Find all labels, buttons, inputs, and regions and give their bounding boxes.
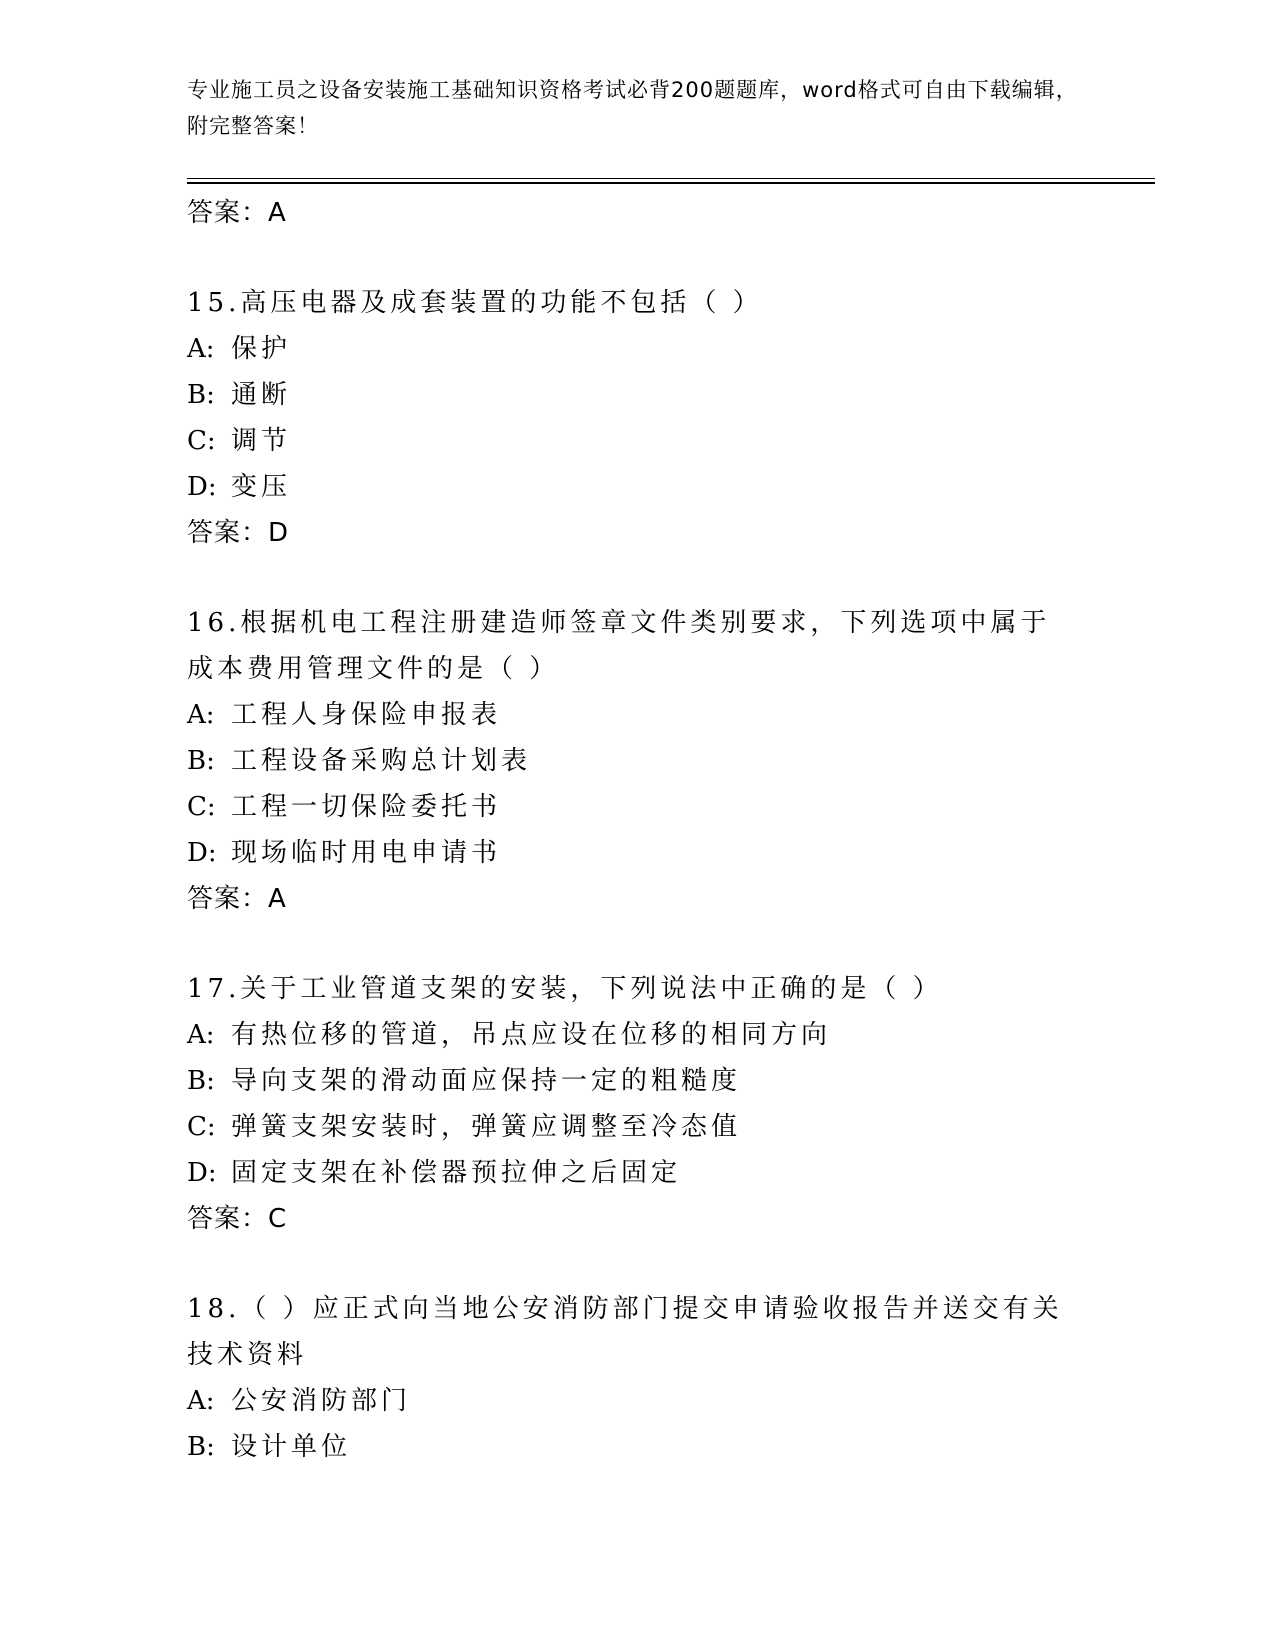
option-a	[187, 1378, 1087, 1424]
option-text: 保护	[231, 334, 292, 364]
question-17	[187, 966, 1087, 1242]
answer-line: 答案：A	[187, 884, 287, 914]
option-text: 工程一切保险委托书	[231, 792, 502, 822]
question-18	[187, 1286, 1087, 1470]
option-letter: C:	[187, 426, 216, 456]
answer-line: 答案：C	[187, 1204, 288, 1234]
option-text: 调节	[231, 426, 292, 456]
option-text: 导向支架的滑动面应保持一定的粗糙度	[231, 1066, 742, 1096]
option-text: 现场临时用电申请书	[231, 838, 502, 868]
option-d	[187, 1150, 1087, 1196]
option-d	[187, 464, 1087, 510]
option-letter: C:	[187, 792, 216, 822]
question-stem: 15.高压电器及成套装置的功能不包括（ ）	[187, 288, 763, 318]
option-b	[187, 1058, 1087, 1104]
option-letter: B:	[187, 1066, 215, 1096]
option-d	[187, 830, 1087, 876]
option-letter: B:	[187, 746, 215, 776]
option-letter: B:	[187, 380, 215, 410]
option-text: 设计单位	[231, 1432, 352, 1462]
option-letter: A:	[187, 1386, 215, 1416]
document-header	[187, 72, 1087, 144]
option-letter: A:	[187, 700, 215, 730]
option-text: 工程人身保险申报表	[231, 700, 502, 730]
question-stem: 16.根据机电工程注册建造师签章文件类别要求，下列选项中属于成本费用管理文件的是（ ）	[187, 608, 1051, 684]
option-b	[187, 372, 1087, 418]
option-letter: D:	[187, 838, 217, 868]
answer-line: 答案：D	[187, 518, 290, 548]
option-text: 固定支架在补偿器预拉伸之后固定	[231, 1158, 682, 1188]
option-c	[187, 784, 1087, 830]
question-16	[187, 600, 1087, 922]
header-rule-thin	[187, 178, 1155, 179]
header-title: 专业施工员之设备安装施工基础知识资格考试必背200题题库，word格式可自由下载编辑，附完整答案！	[187, 78, 1078, 138]
question-15	[187, 280, 1087, 556]
option-text: 工程设备采购总计划表	[231, 746, 532, 776]
question-list	[187, 190, 1087, 1470]
option-letter: D:	[187, 472, 217, 502]
option-letter: B:	[187, 1432, 215, 1462]
option-letter: A:	[187, 1020, 215, 1050]
question-stem: 17.关于工业管道支架的安装，下列说法中正确的是（ ）	[187, 974, 943, 1004]
option-letter: A:	[187, 334, 215, 364]
option-a	[187, 692, 1087, 738]
option-a	[187, 326, 1087, 372]
option-c	[187, 1104, 1087, 1150]
option-text: 公安消防部门	[231, 1386, 412, 1416]
answer-line: 答案：A	[187, 198, 287, 228]
question-stem: 18.（ ）应正式向当地公安消防部门提交申请验收报告并送交有关技术资料	[187, 1294, 1063, 1370]
option-text: 弹簧支架安装时，弹簧应调整至冷态值	[231, 1112, 742, 1142]
option-b	[187, 738, 1087, 784]
option-text: 通断	[231, 380, 292, 410]
option-c	[187, 418, 1087, 464]
option-letter: C:	[187, 1112, 216, 1142]
option-letter: D:	[187, 1158, 217, 1188]
option-b	[187, 1424, 1087, 1470]
option-text: 变压	[231, 472, 292, 502]
header-rule-thick	[187, 182, 1155, 184]
option-text: 有热位移的管道，吊点应设在位移的相同方向	[231, 1020, 832, 1050]
option-a	[187, 1012, 1087, 1058]
